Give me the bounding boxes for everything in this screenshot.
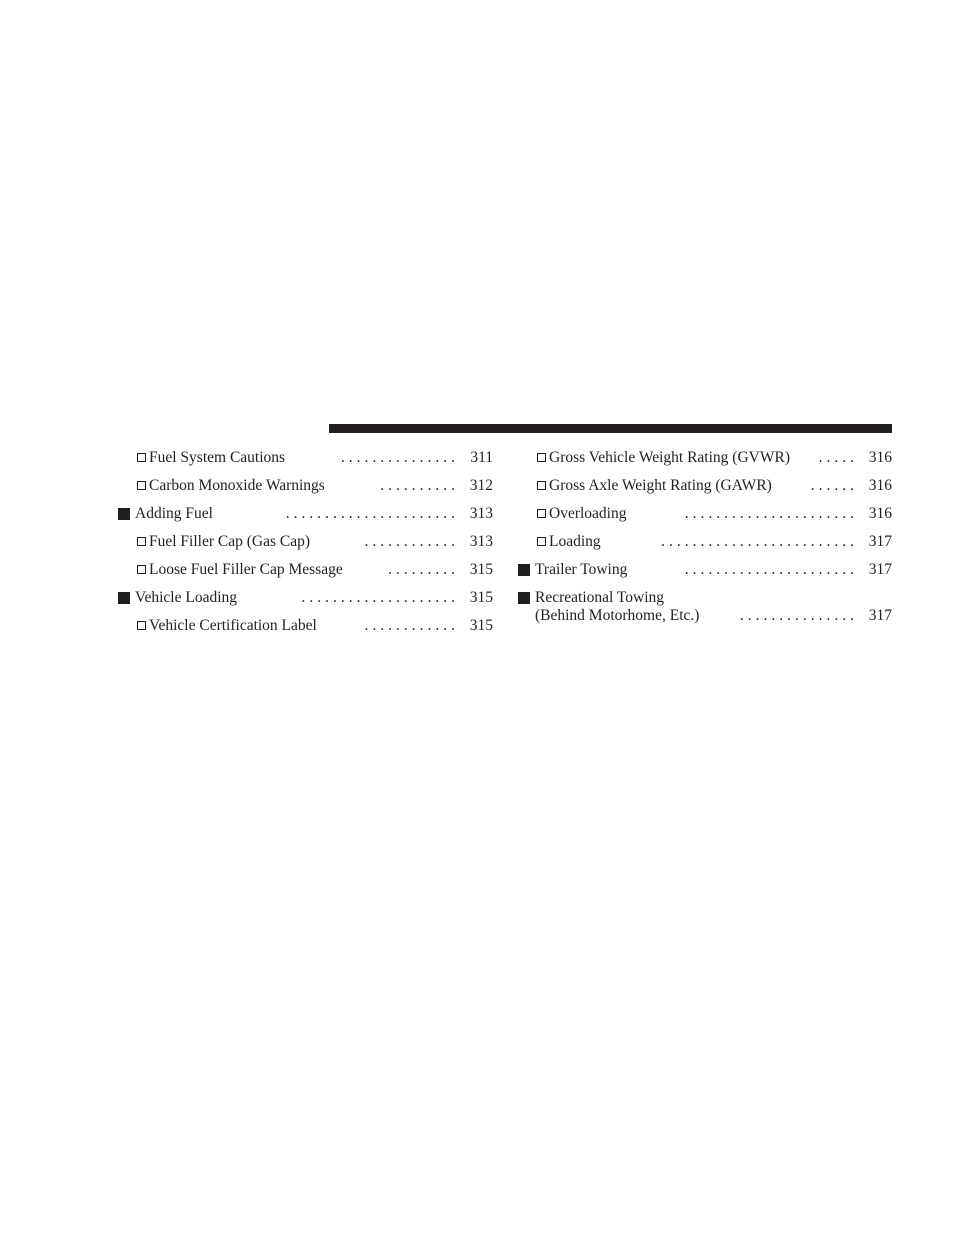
hollow-square-bullet-icon [137, 537, 146, 546]
toc-entry-page: 313 [469, 533, 493, 550]
toc-entry-loading[interactable] [516, 531, 892, 559]
dot-leader: ...................... [285, 505, 459, 522]
toc-entry-page: 317 [868, 561, 892, 578]
toc-entry-page: 316 [868, 449, 892, 466]
toc-entry-title: Fuel Filler Cap (Gas Cap) [149, 533, 311, 550]
dot-leader: ......... [388, 561, 459, 578]
toc-right-column [516, 447, 892, 633]
hollow-square-bullet-icon [137, 453, 146, 462]
toc-entry-fuel-system-cautions[interactable] [116, 447, 493, 475]
hollow-square-bullet-icon [537, 453, 546, 462]
toc-entry-vehicle-loading[interactable] [116, 587, 493, 615]
toc-entry-loose-fuel-filler-cap-message[interactable] [116, 559, 493, 587]
toc-entry-page: 313 [469, 505, 493, 522]
dot-leader: ............ [364, 533, 459, 550]
toc-entry-trailer-towing[interactable] [516, 559, 892, 587]
toc-entry-title: Loading [549, 533, 601, 550]
dot-leader: ......................... [661, 533, 858, 550]
section-header-rule [329, 424, 892, 433]
toc-entry-page: 312 [469, 477, 493, 494]
toc-entry-title: Fuel System Cautions [149, 449, 286, 466]
toc-entry-title: Vehicle Loading [135, 589, 238, 606]
toc-entry-title-continued: (Behind Motorhome, Etc.) [535, 607, 700, 624]
toc-entry-title: Overloading [549, 505, 627, 522]
toc-entry-title: Trailer Towing [535, 561, 628, 578]
dot-leader: ...................... [684, 505, 858, 522]
dot-leader: ...... [810, 477, 858, 494]
toc-entry-page: 315 [469, 617, 493, 634]
toc-entry-gawr[interactable] [516, 475, 892, 503]
hollow-square-bullet-icon [137, 621, 146, 630]
toc-entry-recreational-towing[interactable] [516, 587, 892, 633]
filled-square-bullet-icon [118, 592, 130, 604]
filled-square-bullet-icon [118, 508, 130, 520]
toc-entry-title: Vehicle Certification Label [149, 617, 317, 634]
toc-entry-title: Carbon Monoxide Warnings [149, 477, 325, 494]
toc-entry-gvwr[interactable] [516, 447, 892, 475]
toc-entry-title: Adding Fuel [135, 505, 213, 522]
toc-entry-overloading[interactable] [516, 503, 892, 531]
dot-leader: ............... [340, 449, 459, 466]
toc-entry-vehicle-certification-label[interactable] [116, 615, 493, 643]
toc-entry-page: 316 [868, 477, 892, 494]
hollow-square-bullet-icon [137, 565, 146, 574]
hollow-square-bullet-icon [537, 481, 546, 490]
hollow-square-bullet-icon [537, 537, 546, 546]
toc-left-column [116, 447, 493, 643]
dot-leader: ............... [739, 607, 858, 624]
toc-entry-page: 315 [469, 561, 493, 578]
toc-entry-page: 311 [470, 449, 493, 466]
toc-entry-page: 315 [469, 589, 493, 606]
toc-entry-title: Recreational Towing [535, 589, 665, 606]
hollow-square-bullet-icon [137, 481, 146, 490]
toc-entry-page: 317 [868, 607, 892, 624]
filled-square-bullet-icon [518, 564, 530, 576]
toc-entry-title: Gross Vehicle Weight Rating (GVWR) [549, 449, 790, 466]
toc-entry-title: Loose Fuel Filler Cap Message [149, 561, 343, 578]
dot-leader: ..... [818, 449, 858, 466]
hollow-square-bullet-icon [537, 509, 546, 518]
dot-leader: .......... [380, 477, 459, 494]
toc-entry-page: 316 [868, 505, 892, 522]
toc-entry-title: Gross Axle Weight Rating (GAWR) [549, 477, 772, 494]
toc-entry-carbon-monoxide-warnings[interactable] [116, 475, 493, 503]
dot-leader: .................... [301, 589, 459, 606]
toc-entry-adding-fuel[interactable] [116, 503, 493, 531]
dot-leader: ...................... [684, 561, 858, 578]
dot-leader: ............ [364, 617, 459, 634]
filled-square-bullet-icon [518, 592, 530, 604]
toc-entry-fuel-filler-cap[interactable] [116, 531, 493, 559]
toc-entry-page: 317 [868, 533, 892, 550]
